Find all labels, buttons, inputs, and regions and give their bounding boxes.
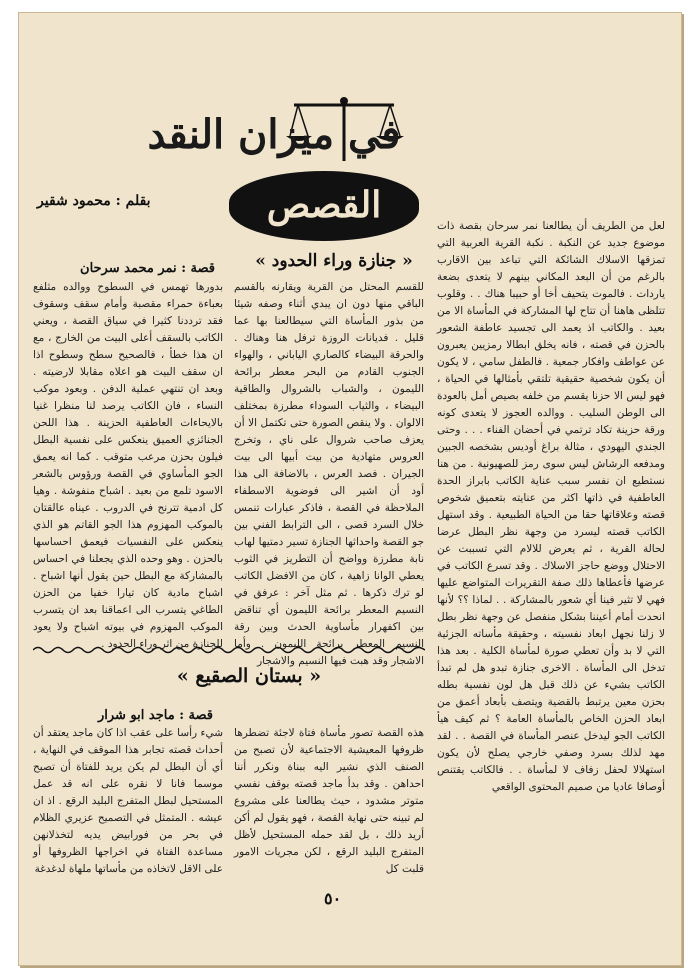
section-header: [124, 91, 424, 171]
article-text: شيء رأسا على عقب اذا كان ماجد يعتقد أن أحداث قصته تجابر هذا الموقف في النهاية ، أي أن البطل لم يكن يريد للفتاة أن تصبح موسما فانا لا نقره على انه قد عمل المستحيل لبطل المتفرج البليد الرقع . اذ ان عيشه . المتمثل في التصميح عزيري الظلام في بحر من فورابيض يديه لتخذلانهن مساعدة الفتاة في اخراجها الظروفها أو على الاقل لاتخاذه من مأساتها ملهاة لدغدغة: [33, 727, 223, 875]
article-column-middle: [234, 279, 424, 667]
article-column-right: [437, 218, 665, 918]
story2-column-left: [33, 725, 223, 895]
article-column-left: [33, 279, 223, 650]
author-byline: بقلم : محمود شقير: [37, 193, 151, 209]
section-badge: القصص: [229, 171, 419, 241]
page-number: ٥٠: [324, 889, 342, 908]
wavy-divider: [33, 645, 425, 655]
story1-title: « جنازة وراء الحدود »: [255, 251, 413, 271]
magazine-page: [18, 12, 682, 966]
story2-column-middle: [234, 725, 424, 895]
article-text: بدورها تهمس في السطوح ووالده مثلفع بعباءة حمراء مقصبة وأمام سقف وسقوف فقد ترددنا كثيرا في سياق القصة ، ويعني الكاتب بالسقف أعلى البيت من الخارج ، مع ان هذا خطأ ، فالصحيح سطح وسطوح اذا ان سقف البيت هو اعلاه مقابلا لارضيته . وبعد ان تنتهي عملية الدفن . وبعود موكب النساء ، فان الكاتب يرصد لنا منظرا غنيا بالايحاءات العاطفية الحزينة . هذا اللحن الجنائزي العميق ينعكس على نفسية البطل فيلون بحزن مرعب متوقب . كما انه يعمق الجو المأساوي في القصة ورؤوس بالشعر الاسود تلمع من بعيد . اشباح منفوشة . وهيا كل ادمية تترنح في الدروب . عيناه عالقتان بالموكب المهزوم هذا الجو القاتم هو الذي ينعكس على النفسيات فيعمق احساسها بالحزن . وهو وحده الذي يجعلنا في احساس بالمشاركة مع البطل حين يقول أنها اشباح . اشباح مادية كان تيارا خفيا من الحزن الطاغي يتسرب الى اعماقنا بعد ان يتسرب الموكب المهزوم في بيوته اشباح ولا يعود للجنازة من اثر وراء الحدود .: [33, 281, 223, 650]
story1-credit: قصة : نمر محمد سرحان: [80, 261, 215, 276]
story2-credit: قصة : ماجد ابو شرار: [97, 708, 213, 723]
article-text: هذه القصة تصور مأساة فتاة لاجئة تضطرها ظروفها المعيشية الاجتماعية لأن تصبح من الصنف الذي نشير اليه ببناة ونكرر أننا احداهن . وقد بدأ ماجد قصته بوقف نفسي متوتر مشدود ، حيث يطالعنا على مشروع لم تبينه حتى نهاية القصة ، فهو يقول لم أكن أريد ذلك ، بل لقد حمله المستحيل لأظل المتفرج البليد الرقع ، لكن مجريات الامور قلبت كل: [234, 727, 424, 875]
section-title: في ميزان النقد: [147, 111, 401, 158]
story2-title: « بستان الصقيع »: [176, 665, 322, 687]
article-text: لعل من الطريف أن يطالعنا نمر سرحان بقصة ذات موضوع جديد عن النكبة . نكبة القرية العربية التي تمزقها الاسلاك الشائكة التي تباعد بين الاقارب بالرغم من أن البعد المكاني بينهم لا يتعدى بضعة ياردات . فالموت يتحيف أخا أو حبيبا هناك . . وقلوب تتلظى هاهنا أن تتاح لها المشاركة في المأساة الا من بعيد . والكاتب اذ يعمد الى تجسيد عاطفة الشعور بالحزن في قصته ، فانه يخلق ابطالا رمزيين يعبرون عن عواطف وافكار جمعية . فالطفل سامي ، لا يكون أن يكون شخصية حقيقية تلتقي بأمثالها في الحياة ، فهو ليس الا حزنا يقسم من خلفه بصيص أمل بالعودة الى الوطن السليب . ووالده العجوز لا يتعدى كونه ورقة حزينة تكاد ترتمي في أحضان الفناء . . . وحتى الجندي اليهودي ، مثالة براغ أوديس بشخصه الجبين ومدفعه الرشاش ليس سوى رمز للصهيونية . من هنا نستطيع ان نفسر سبب عناية الكاتب بابراز الحدة العاطفية في ذاتها اكثر من عنايته بتعميق شخوص قصته وعلاقاتها حقا من الحياة الطبيعية . وقد استهل الكاتب قصته ليسرد من وجهة نظر البطل عرضا لحالة القرية ، ثم يعرض للالام التي تسببت عن الاحتلال ووضع حاجز الاسلاك . وقد تسرع الكاتب في عرضها فأعطاها ذلك صفة التقريرات المتواضع عليها فهي لا تثير فينا أي شعور بالمشاركة . . لماذا ؟؟ لأنها انحدت أمام أعيننا بشكل منفصل عن وجهة نظر بطل لا زلنا نجهل ابعاد نفسيته ، وحقيقة مأساته الجزئية التي لا بد وأن تعطي صورة لمأساة الكلية . بعد هذا تدخل الى المأساة . الاخرى جنازة تبدو هل لم تبدأ الكاتب بشيء عن ذلك قبل هل لون نفسية بطله بحزن معين يرتبط بالقضية ويتصف بأبعاد أعمق من ابعاد الحزن الخاص بالمأساة العامة ؟ ثم كيف هيأ الكاتب الجو ليدخل عنصر المأساة في القصة . . لقد مهد لذلك بسرد وصفي خارجي يصلح لأن يكون استهلالا لحفل زفاف لا لمأساة . . فالكاتب يقتنص أوصافا عاديا من صميم المحتوى الواقعي: [437, 220, 665, 793]
article-text: للقسم المحتل من القرية ويقارنه بالقسم الباقي منها دون ان يبدي أثناء وصفه شيئا من بذور المأساة التي سيطالعنا بها عما قليل . فديانات الروزة ترفل هنا وهناك . والحرقة البيضاء كالصاري الياباني ، والهواء الجنوب القادم من البحر معطر برائحة الليمون ، والشباب بالشروال والطاقية البيضاء ، والثياب السوداء مطرزة بمختلف الالوان . ولا ينقص الصورة حتى تكتمل الا أن يعزف صاحب شروال على ناي ، وتخرج العروس متهادية من بيت أبيها الى بيت الجيران . فصد العرس ، بالاضافة الى هذا أود أن اشير الى فوضوية الاسطفاء الملاحظة في القصة ، فاذكر عبارات تنمس خلال السرد قصى ، الى الترابط الفني بين جو القصة واحداثها الجنازة تسير دمتيها لهاب نابة مطرزة وواضح أن التطريز في الثوب يعطي الوانا زاهية ، كان من الافضل الكاتب لو ترك ذكرها . ثم مثل آخر : عرفق في النسيم المعطر برائحة الليمون أي تناقض بين اكفهرار مأساوية الحدث وبين رقة النسيم المعطر برائحة الليمون . وأما الاشجار وقد هبت فيها النسيم والاشجار: [234, 281, 424, 667]
